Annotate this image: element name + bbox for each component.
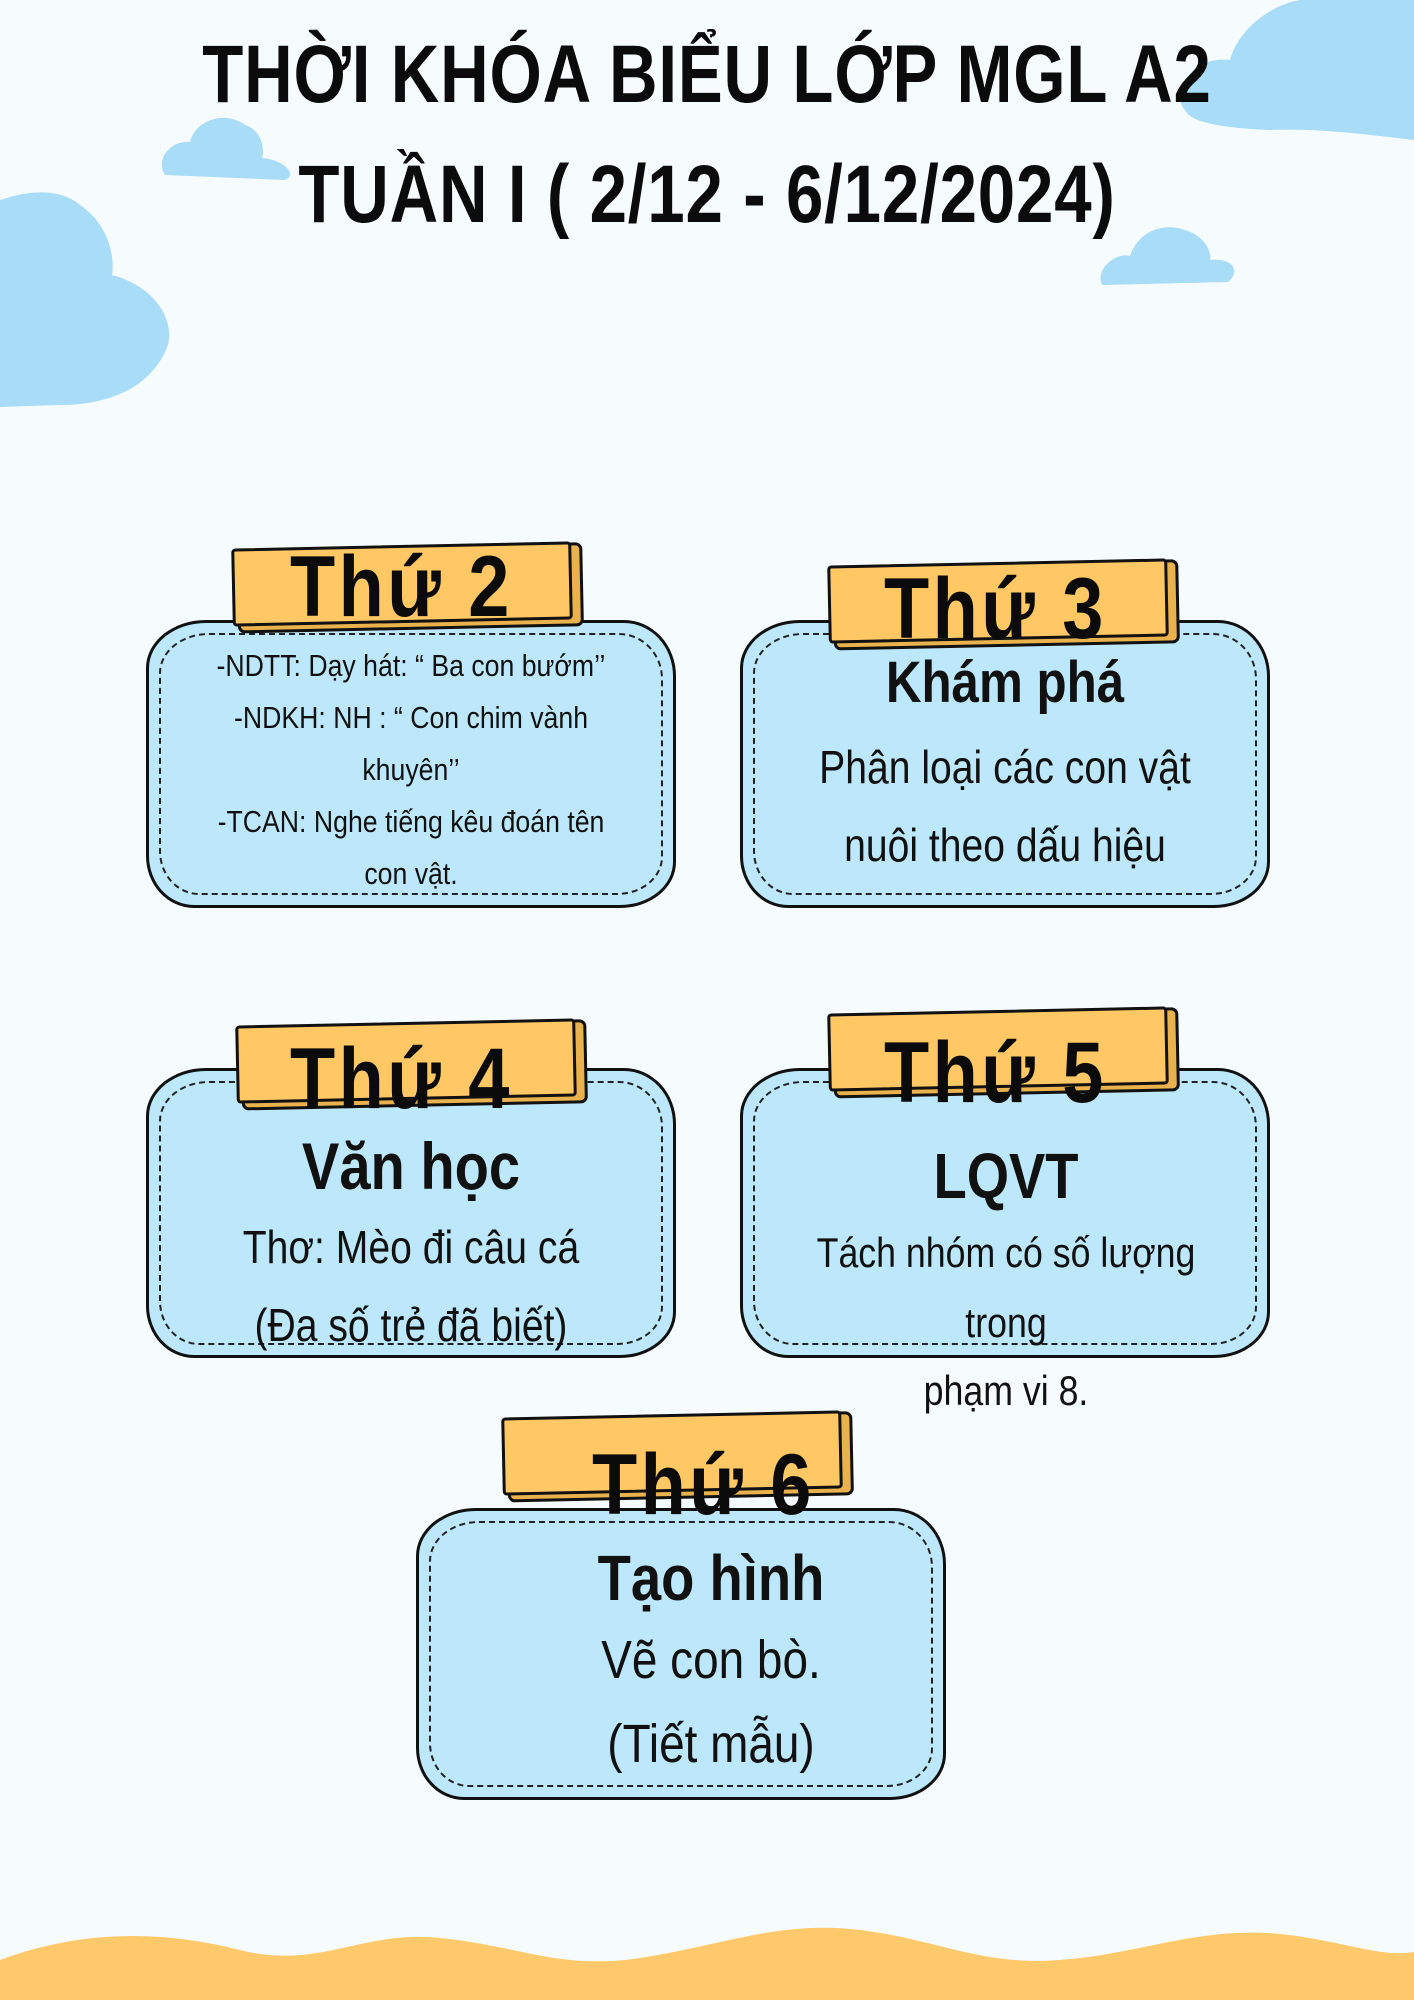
day-label-thu-3: Thứ 3 — [884, 561, 1107, 657]
card-thu-6-content — [426, 1538, 996, 1786]
activity-line-1: Vẽ con bò. — [601, 1630, 821, 1690]
subject-heading: Tạo hình — [597, 1542, 825, 1614]
activity-line-5: con vật. — [364, 856, 458, 891]
page-title-line1: THỜI KHÓA BIỂU LỚP MGL A2 — [202, 29, 1212, 120]
card-thu-5-content — [736, 1138, 1276, 1424]
activity-line-2: -NDKH: NH : “ Con chim vành — [233, 700, 589, 735]
card-thu-3-content — [750, 648, 1260, 884]
card-thu-4-content — [156, 1128, 666, 1364]
subject-heading: Khám phá — [885, 650, 1125, 715]
day-label-thu-6: Thứ 6 — [592, 1437, 815, 1533]
day-label-thu-4: Thứ 4 — [290, 1031, 513, 1127]
activity-line-1: Tách nhóm có số lượng trong — [816, 1229, 1196, 1346]
day-label-thu-2: Thứ 2 — [290, 539, 513, 635]
card-thu-2-content — [192, 640, 631, 900]
subject-heading: LQVT — [933, 1140, 1079, 1212]
activity-line-3: khuyên’’ — [362, 752, 460, 787]
activity-line-1: Phân loại các con vật — [819, 741, 1191, 793]
bottom-wave-decoration — [0, 1900, 1414, 2000]
activity-line-2: (Đa số trẻ đã biết) — [254, 1299, 568, 1351]
subject-heading: Văn học — [301, 1129, 521, 1203]
page-title-line2: TUẦN I ( 2/12 - 6/12/2024) — [298, 149, 1116, 240]
day-label-thu-5: Thứ 5 — [884, 1025, 1107, 1121]
activity-line-2: nuôi theo dấu hiệu — [844, 819, 1166, 871]
activity-line-2: (Tiết mẫu) — [607, 1714, 815, 1774]
activity-line-1: -NDTT: Dạy hát: “ Ba con bướm’’ — [216, 648, 606, 683]
activity-line-2: phạm vi 8. — [923, 1367, 1089, 1414]
activity-line-4: -TCAN: Nghe tiếng kêu đoán tên — [217, 804, 605, 839]
activity-line-1: Thơ: Mèo đi câu cá — [242, 1221, 580, 1273]
